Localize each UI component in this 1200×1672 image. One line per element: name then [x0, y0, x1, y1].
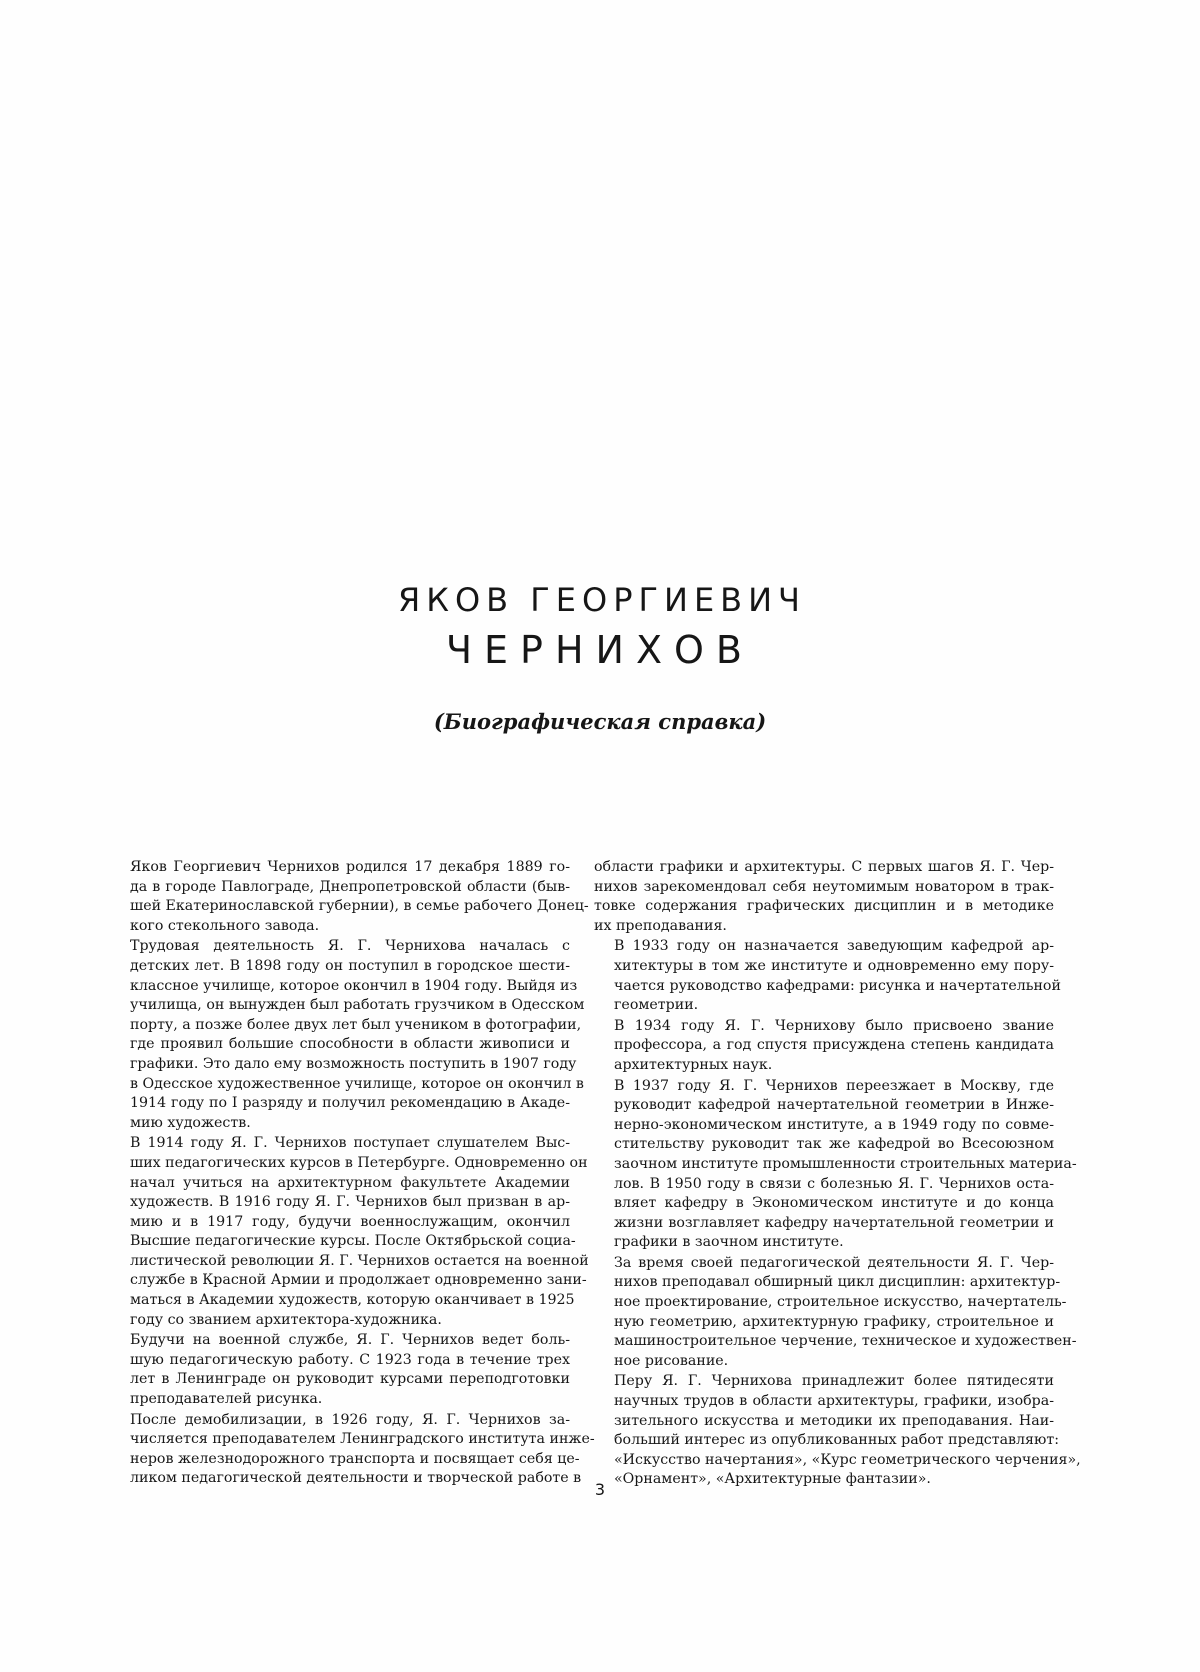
title-name-patronymic: ЯКОВ ГЕОРГИЕВИЧ: [398, 581, 806, 619]
text-line: детских лет. В 1898 году он поступил в городское шести-: [130, 957, 570, 974]
text-line: маться в Академии художеств, которую оканчивает в 1925: [130, 1292, 575, 1309]
text-line: начал учиться на архитектурном факультете Академии: [130, 1174, 570, 1191]
text-line: нихов зарекомендовал себя неутомимым новатором в трак-: [594, 878, 1054, 895]
text-line: жизни возглавляет кафедру начертательной геометрии и: [614, 1214, 1054, 1231]
text-line: машиностроительное черчение, техническое и художествен-: [614, 1333, 1077, 1350]
paragraph: [594, 1254, 1077, 1372]
text-line: мию художеств.: [130, 1114, 251, 1131]
paragraph: [110, 937, 585, 1133]
paragraph: [110, 1411, 595, 1489]
text-line: неров железнодорожного транспорта и посвящает себя це-: [130, 1450, 580, 1467]
text-line: больший интерес из опубликованных работ представляют:: [614, 1432, 1059, 1449]
text-line: В 1933 году он назначается заведующим кафедрой ар-: [614, 938, 1054, 955]
text-line: графики в заочном институте.: [614, 1234, 844, 1251]
text-line: шей Екатеринославской губернии), в семье рабочего Донец-: [130, 898, 589, 915]
text-line: мию и в 1917 году, будучи военнослужащим, окончил: [130, 1213, 570, 1230]
text-line: В 1937 году Я. Г. Чернихов переезжает в Москву, где: [614, 1077, 1054, 1094]
text-line: хитектуры в том же институте и одновременно ему пору-: [614, 957, 1054, 974]
text-line: В 1934 году Я. Г. Чернихову было присвоено звание: [614, 1017, 1054, 1034]
text-column-right: [594, 858, 1081, 1491]
text-line: чается руководство кафедрами: рисунка и начертательной: [614, 977, 1061, 994]
text-line: стительству руководит так же кафедрой во Всесоюзном: [614, 1136, 1054, 1153]
paragraph: [594, 1077, 1077, 1253]
text-line: ликом педагогической деятельности и творческой работе в: [130, 1470, 582, 1487]
text-line: заочном институте промышленности строительных материа-: [614, 1155, 1077, 1172]
text-line: Перу Я. Г. Чернихова принадлежит более пятидесяти: [614, 1373, 1054, 1390]
text-line: зительного искусства и методики их преподавания. Наи-: [614, 1412, 1054, 1429]
text-line: лет в Ленинграде он руководит курсами переподготовки: [130, 1371, 570, 1388]
text-line: листической революции Я. Г. Чернихов остается на военной: [130, 1252, 589, 1269]
text-line: нерно-экономическом институте, а в 1949 году по совме-: [614, 1116, 1054, 1133]
text-line: архитектурных наук.: [614, 1056, 773, 1073]
text-line: Будучи на военной службе, Я. Г. Чернихов ведет боль-: [130, 1332, 570, 1349]
title-surname: ЧЕРНИХОВ: [446, 628, 754, 672]
paragraph: [594, 1017, 1054, 1076]
text-line: графики. Это дало ему возможность поступить в 1907 году: [130, 1055, 577, 1072]
text-line: классное училище, которое окончил в 1904 году. Выйдя из: [130, 977, 578, 994]
paragraph: [594, 858, 1054, 936]
text-line: После демобилизации, в 1926 году, Я. Г. Чернихов за-: [130, 1411, 570, 1428]
text-line: 1914 году по I разряду и получил рекомендацию в Акаде-: [130, 1095, 570, 1112]
text-column-left: [110, 858, 595, 1490]
text-line: в Одесское художественное училище, которое он окончил в: [130, 1075, 584, 1092]
text-line: Трудовая деятельность Я. Г. Чернихова началась с: [130, 938, 570, 955]
text-line: лов. В 1950 году в связи с болезнью Я. Г. Чернихов оста-: [614, 1175, 1054, 1192]
text-line: научных трудов в области архитектуры, графики, изобра-: [614, 1393, 1054, 1410]
text-line: Яков Георгиевич Чернихов родился 17 декабря 1889 го-: [130, 859, 570, 875]
paragraph: [110, 1134, 589, 1330]
text-line: порту, а позже более двух лет был учеником в фотографии,: [130, 1016, 582, 1033]
text-line: году со званием архитектора-художника.: [130, 1311, 442, 1328]
text-line: геометрии.: [614, 997, 699, 1014]
paragraph: [594, 1372, 1081, 1490]
text-line: где проявил большие способности в области живописи и: [130, 1036, 570, 1053]
text-line: товке содержания графических дисциплин и в методике: [594, 898, 1054, 915]
text-line: кого стекольного завода.: [130, 917, 320, 934]
text-line: службе в Красной Армии и продолжает одновременно зани-: [130, 1272, 587, 1289]
text-line: да в городе Павлограде, Днепропетровской области (быв-: [130, 878, 570, 895]
text-line: профессора, а год спустя присуждена степень кандидата: [614, 1037, 1054, 1054]
text-line: «Искусство начертания», «Курс геометрического черчения»,: [614, 1451, 1081, 1468]
text-line: шую педагогическую работу. С 1923 года в течение трех: [130, 1351, 570, 1368]
text-line: За время своей педагогической деятельности Я. Г. Чер-: [614, 1254, 1054, 1271]
text-line: нихов преподавал обширный цикл дисциплин: архитектур-: [614, 1274, 1061, 1291]
paragraph: [594, 937, 1061, 1015]
text-line: ную геометрию, архитектурную графику, строительное и: [614, 1313, 1054, 1330]
paragraph: [110, 1331, 570, 1409]
page-number: 3: [594, 1480, 606, 1499]
title-block: [0, 580, 1200, 674]
text-line: «Орнамент», «Архитектурные фантазии».: [614, 1471, 931, 1488]
subtitle: (Биографическая справка): [433, 709, 767, 734]
text-line: ное рисование.: [614, 1352, 729, 1369]
text-line: училища, он вынужден был работать грузчиком в Одесском: [130, 997, 585, 1014]
paragraph: [110, 858, 589, 936]
text-line: числяется преподавателем Ленинградского института инже-: [130, 1431, 595, 1448]
text-line: Высшие педагогические курсы. После Октябрьской социа-: [130, 1233, 576, 1250]
text-line: ших педагогических курсов в Петербурге. Одновременно он: [130, 1154, 588, 1171]
text-line: преподавателей рисунка.: [130, 1391, 323, 1408]
text-line: области графики и архитектуры. С первых шагов Я. Г. Чер-: [594, 859, 1054, 875]
text-line: вляет кафедру в Экономическом институте и до конца: [614, 1195, 1054, 1212]
text-line: В 1914 году Я. Г. Чернихов поступает слушателем Выс-: [130, 1135, 570, 1152]
text-line: руководит кафедрой начертательной геометрии в Инже-: [614, 1097, 1054, 1114]
text-line: ное проектирование, строительное искусство, начертатель-: [614, 1294, 1067, 1311]
text-line: художеств. В 1916 году Я. Г. Чернихов был призван в ар-: [130, 1194, 570, 1211]
text-line: их преподавания.: [594, 917, 727, 934]
